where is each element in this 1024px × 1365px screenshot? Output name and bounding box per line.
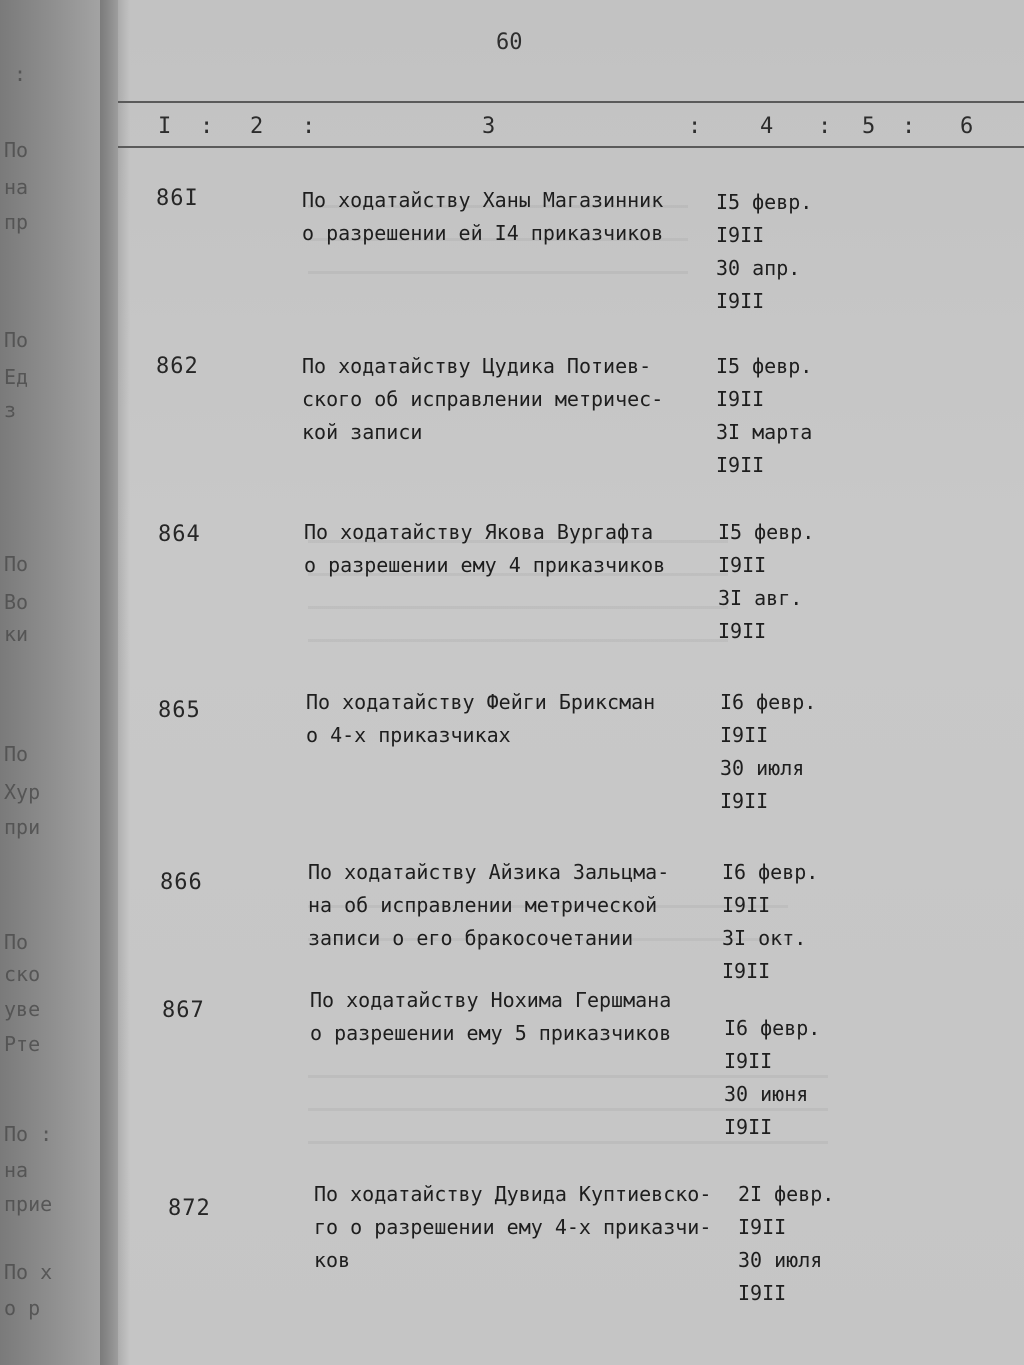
- entry-number: 867: [162, 998, 205, 1023]
- adjacent-page-fragment: на: [4, 175, 29, 199]
- entry-description: По ходатайству Ханы Магазинник о разрешении ей I4 приказчиков: [302, 188, 664, 245]
- entry-description: По ходатайству Айзика Зальцма- на об исправлении метрической записи о его бракосочетании: [308, 860, 670, 950]
- column-header-4: 4: [760, 114, 774, 139]
- adjacent-page-fragment: По: [4, 930, 29, 954]
- entry-dates: I6 февр. I9II 30 июня I9II: [724, 1016, 821, 1139]
- adjacent-page-fragment: ско: [4, 962, 41, 986]
- column-header-6: 6: [960, 114, 974, 139]
- entry-number: 866: [160, 870, 203, 895]
- adjacent-page-fragment: на: [4, 1158, 29, 1182]
- column-separator: :: [200, 114, 214, 139]
- entry-number: 864: [158, 522, 201, 547]
- entry-dates: 2I февр. I9II 30 июля I9II: [738, 1182, 835, 1305]
- adjacent-page-fragment: уве: [4, 997, 41, 1021]
- adjacent-page-fragment: о р: [4, 1296, 41, 1320]
- adjacent-page-fragment: при: [4, 815, 41, 839]
- adjacent-page-fragment: По: [4, 328, 29, 352]
- entry-dates: I6 февр. I9II 30 июля I9II: [720, 690, 817, 813]
- column-header-5: 5: [862, 114, 876, 139]
- column-separator: :: [302, 114, 316, 139]
- adjacent-page-fragment: ки: [4, 622, 29, 646]
- adjacent-page-fragment: :: [14, 62, 27, 86]
- entry-number: 865: [158, 698, 201, 723]
- entry-description: По ходатайству Якова Вургафта о разрешении ему 4 приказчиков: [304, 520, 666, 577]
- entry-number: 872: [168, 1196, 211, 1221]
- column-separator: :: [688, 114, 702, 139]
- adjacent-page-fragment: Ед: [4, 365, 29, 389]
- entry-dates: I6 февр. I9II 3I окт. I9II: [722, 860, 819, 983]
- entry-description: По ходатайству Дувида Куптиевско- го о разрешении ему 4-х приказчи- ков: [314, 1182, 712, 1272]
- column-header-1: I: [158, 114, 172, 139]
- adjacent-page-fragment: пр: [4, 210, 29, 234]
- table-header-rule: [118, 146, 1024, 148]
- adjacent-page-fragment: По :: [4, 1122, 53, 1146]
- column-separator: :: [902, 114, 916, 139]
- entry-dates: I5 февр. I9II 30 апр. I9II: [716, 190, 813, 313]
- document-page: [118, 0, 1024, 1365]
- adjacent-page-fragment: Рте: [4, 1032, 41, 1056]
- adjacent-page-fragment: По: [4, 138, 29, 162]
- adjacent-page-fragment: По: [4, 742, 29, 766]
- entry-description: По ходатайству Нохима Гершмана о разрешении ему 5 приказчиков: [310, 988, 672, 1045]
- adjacent-page-fragment: прие: [4, 1192, 53, 1216]
- adjacent-page-fragment: По: [4, 552, 29, 576]
- entry-dates: I5 февр. I9II 3I марта I9II: [716, 354, 813, 477]
- book-gutter-shadow: [100, 0, 130, 1365]
- column-header-3: 3: [482, 114, 496, 139]
- entry-number: 862: [156, 354, 199, 379]
- adjacent-page-fragment: Во: [4, 590, 29, 614]
- table-top-rule: [118, 101, 1024, 103]
- column-separator: :: [818, 114, 832, 139]
- entry-number: 86I: [156, 186, 199, 211]
- entry-description: По ходатайству Фейги Бриксман о 4-х приказчиках: [306, 690, 656, 747]
- adjacent-page-fragment: По х: [4, 1260, 53, 1284]
- entry-description: По ходатайству Цудика Потиев- ского об исправлении метричес- кой записи: [302, 354, 664, 444]
- adjacent-page-fragment: Хур: [4, 780, 41, 804]
- adjacent-page-fragment: з: [4, 398, 17, 422]
- page-number: 60: [496, 30, 523, 55]
- entry-dates: I5 февр. I9II 3I авг. I9II: [718, 520, 815, 643]
- column-header-2: 2: [250, 114, 264, 139]
